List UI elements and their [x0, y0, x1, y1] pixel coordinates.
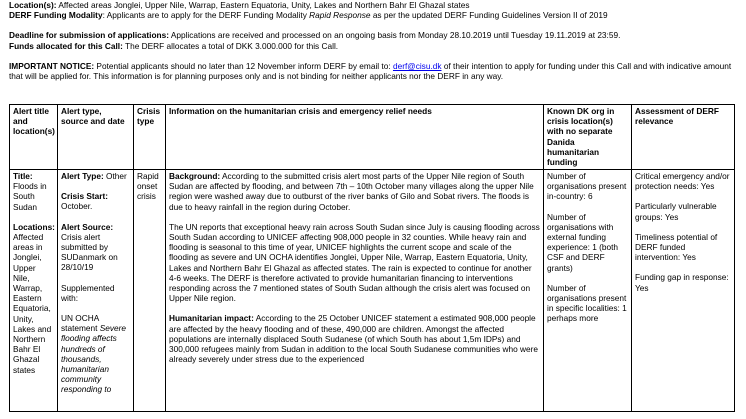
locations-value: Affected areas in Jonglei, Upper Nile, Warrap, Eastern Equatoria, Unity, Lakes and Northern Bahr El Ghazal states: [13, 232, 52, 375]
funds-line: [9, 41, 739, 51]
start-block: [61, 191, 130, 211]
cell-known-dk-org: [544, 170, 632, 412]
ocha-statement-label: UN OCHA statement: [61, 313, 100, 334]
background-label: Background:: [169, 171, 221, 181]
notice-label: IMPORTANT NOTICE:: [9, 60, 95, 71]
orgs-funding-experience: Number of organisations with external funding experience: 1 (both CSF and DERF grants): [547, 211, 619, 273]
header-known-dk-org: Known DK org in crisis location(s) with no separate Danida humanitarian funding: [544, 105, 632, 170]
important-notice: [9, 61, 739, 81]
source-label: Alert Source:: [61, 221, 114, 232]
deadline-text: Applications are received and processed on an ongoing basis from Monday 28.10.2019 until Tuesday 19.11.2019 at 23:59.: [168, 30, 621, 41]
modality-line: [9, 10, 739, 20]
impact-label: Humanitarian impact:: [169, 313, 254, 324]
source-value: Crisis alert submitted by SUDanmark on 28/10/19: [61, 231, 118, 273]
locations-block: [13, 222, 54, 375]
modality-tail: as per the updated DERF Funding Guidelines Version II of 2019: [370, 10, 608, 21]
type-label: Alert Type:: [61, 171, 104, 181]
timeliness-potential: Timeliness potential of DERF funded intervention: Yes: [635, 231, 718, 263]
header-alert-title: Alert title and location(s): [10, 105, 58, 170]
background-text: According to the submitted crisis alert most parts of the Upper Nile region of South Sudan are affected by flooding, and between 7th – 10th October many villages along the upper Nile region were washed away due to outburst of the river banks of Gilo and Sobat rivers. The floods is due to heavy rainfall in the region during October.: [169, 171, 534, 212]
type-value: Other: [103, 171, 127, 181]
cell-alert-title: [10, 170, 58, 412]
type-block: [61, 171, 130, 181]
impact-text: According to the 25 October UNICEF statement a estimated 908,000 people are affected by the heavy flooding and of these, 490,000 are children. Amongst the affected populations are internally displaced South Sudanese (of which South has about 1,5m IDPs) and 300,000 refugees mainly from Sudan in addition to the local South Sudanese communities who were already severely under stress due to the experienced: [169, 313, 538, 365]
header-assessment: Assessment of DERF relevance: [632, 105, 735, 170]
deadline-line: [9, 30, 739, 40]
start-label: Crisis Start:: [61, 191, 109, 202]
location-line: [9, 0, 739, 10]
title-block: [13, 171, 54, 212]
table-row: [10, 170, 735, 412]
ocha-statement: [61, 313, 130, 395]
location-value: Affected areas Jonglei, Upper Nile, Warrap, Eastern Equatoria, Unity, Lakes and Northern Bahr El Ghazal states: [58, 0, 470, 10]
impact-block: [169, 313, 540, 364]
orgs-in-country: Number of organisations present in-country: 6: [547, 171, 627, 202]
orgs-in-localities: Number of organisations present in specific localities: 1 perhaps more: [547, 282, 627, 324]
cell-crisis-type: [134, 170, 166, 412]
cell-assessment: [632, 170, 735, 412]
deadline-label: Deadline for submission of applications:: [9, 30, 169, 41]
un-report-block: The UN reports that exceptional heavy rain across South Sudan since July is causing flooding across South Sudan according to UNICEF affecting 908,000 people in 32 counties. While heavy rain and flooding is seasonal to this time of year, UNICEF highlights the current scope and scale of the flooding as severe and UN OCHA identifies Jonglei, Upper Nile, Warrap, Eastern Equatoria, Unity, Lakes and Northern Bahr El Ghazal as affected states. The rain is expected to continue for another 4-6 weeks. The DERF is therefore activated to provide humanitarian financing to interventions responding across the 7 mentioned states of South Sudan although the crisis alert was focused on Upper Nile region.: [169, 221, 540, 304]
source-block: [61, 222, 130, 273]
header-crisis-type: Crisis type: [134, 105, 166, 170]
supplemented-text: Supplemented with:: [61, 282, 115, 303]
funding-gap: Funding gap in response: Yes: [635, 272, 729, 293]
header-alert-type: Alert type, source and date: [58, 105, 134, 170]
locations-label: Locations:: [13, 221, 55, 232]
title-label: Title:: [13, 171, 33, 181]
start-value: October.: [61, 201, 93, 212]
cell-alert-type: [58, 170, 134, 412]
call-header: [9, 0, 739, 81]
header-information: Information on the humanitarian crisis and emergency relief needs: [166, 105, 544, 170]
table-header-row: [10, 105, 735, 170]
funds-label: Funds allocated for this Call:: [9, 40, 123, 51]
location-label: Location(s):: [9, 0, 57, 10]
crisis-type-value: Rapid onset crisis: [137, 171, 159, 202]
modality-italic: Rapid Response: [309, 10, 371, 21]
modality-label: DERF Funding Modality: [9, 10, 103, 21]
alerts-table: [9, 104, 735, 412]
funds-text: The DERF allocates a total of DKK 3.000.000 for this Call.: [122, 40, 339, 51]
critical-needs: Critical emergency and/or protection needs: Yes: [635, 171, 730, 192]
background-block: [169, 171, 540, 212]
notice-text-1: Potential applicants should no later than 12 November inform DERF by email to:: [94, 60, 393, 71]
vulnerable-groups: Particularly vulnerable groups: Yes: [635, 201, 717, 222]
notice-text-2: of their intention to apply for funding under this Call and with indicative amount that will be applied for. This information is for planning purposes only and is not binding for neither applicants nor the DERF in any way.: [9, 60, 732, 82]
title-value: Floods in South Sudan: [13, 181, 47, 212]
ocha-statement-title: Severe flooding affects hundreds of thousands, humanitarian community responding to: [61, 323, 127, 395]
modality-text: : Applicants are to apply for the DERF Funding Modality: [102, 10, 310, 21]
email-link[interactable]: derf@cisu.dk: [392, 60, 442, 71]
cell-information: [166, 170, 544, 412]
